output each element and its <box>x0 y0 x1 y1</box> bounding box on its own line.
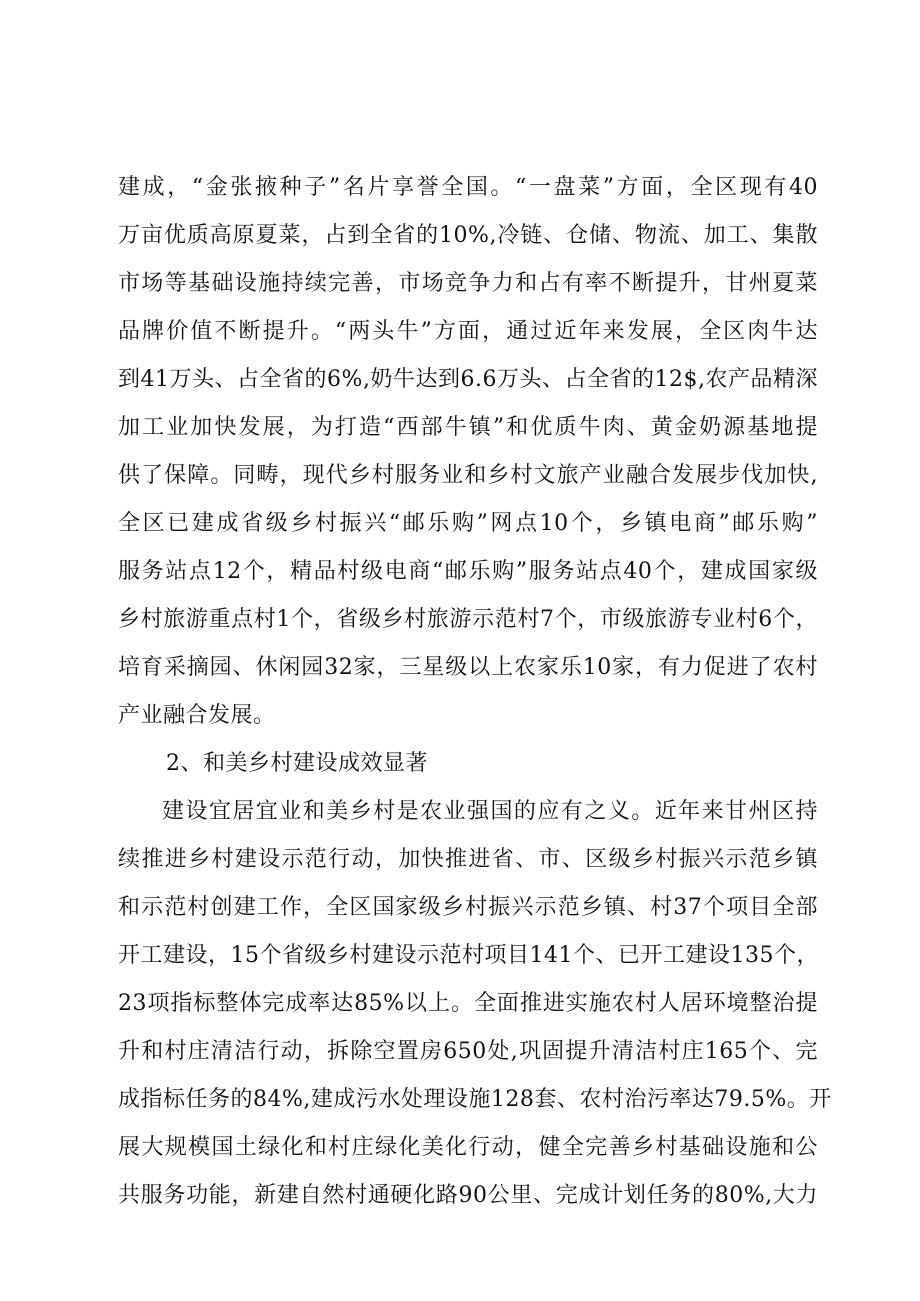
paragraph2-line-1: 建设宜居宜业和美乡村是农业强国的应有之义。近年来甘州区持 <box>162 799 818 824</box>
paragraph2-line-3: 和示范村创建工作，全区国家级乡村振兴示范乡镇、村37个项目全部 <box>118 895 818 920</box>
body-text <box>118 164 832 1220</box>
paragraph1-line-6: 加工业加快发展，为打造“西部牛镇”和优质牛肉、黄金奶源基地提 <box>118 415 818 440</box>
paragraph2-line-8: 展大规模国土绿化和村庄绿化美化行动，健全完善乡村基础设施和公 <box>118 1135 818 1160</box>
paragraph1-line-12: 产业融合发展。 <box>118 703 276 728</box>
paragraph1-line-3: 市场等基础设施持续完善，市场竞争力和占有率不断提升，甘州夏菜 <box>118 271 818 296</box>
paragraph1-line-8: 全区已建成省级乡村振兴“邮乐购”网点10个，乡镇电商”邮乐购” <box>118 511 818 536</box>
paragraph2-line-6: 升和村庄清洁行动，拆除空置房650处,巩固提升清洁村庄165个、完 <box>118 1039 818 1064</box>
paragraph1-line-7: 供了保障。同畴，现代乡村服务业和乡村文旅产业融合发展步伐加快, <box>118 463 818 488</box>
paragraph2-line-4: 开工建设，15个省级乡村建设示范村项目141个、已开工建设135个， <box>118 943 819 968</box>
paragraph2-line-2: 续推进乡村建设示范行动，加快推进省、市、区级乡村振兴示范乡镇 <box>118 847 818 872</box>
paragraph1-line-5: 到41万头、占全省的6%,奶牛达到6.6万头、占全省的12$,农产品精深 <box>118 367 818 392</box>
section-heading: 2、和美乡村建设成效显著 <box>166 751 428 776</box>
paragraph2-line-9: 共服务功能，新建自然村通硬化路90公里、完成计划任务的80%,大力 <box>118 1183 818 1208</box>
paragraph1-line-9: 服务站点12个，精品村级电商“邮乐购”服务站点40个，建成国家级 <box>118 559 818 584</box>
paragraph1-line-11: 培育采摘园、休闲园32家，三星级以上农家乐10家，有力促进了农村 <box>118 655 818 680</box>
paragraph1-line-10: 乡村旅游重点村1个，省级乡村旅游示范村7个，市级旅游专业村6个， <box>118 607 818 632</box>
paragraph1-line-2: 万亩优质高原夏菜，占到全省的10%,冷链、仓储、物流、加工、集散 <box>118 223 818 248</box>
paragraph1-line-4: 品牌价值不断提升。“两头牛”方面，通过近年来发展，全区肉牛达 <box>118 319 818 344</box>
paragraph2-line-5: 23项指标整体完成率达85%以上。全面推进实施农村人居环境整治提 <box>118 991 818 1016</box>
paragraph1-line-1: 建成，“金张掖种子”名片享誉全国。“一盘菜”方面，全区现有40 <box>118 175 818 200</box>
paragraph2-line-7: 成指标任务的84%,建成污水处理设施128套、农村治污率达79.5%。开 <box>118 1087 832 1112</box>
